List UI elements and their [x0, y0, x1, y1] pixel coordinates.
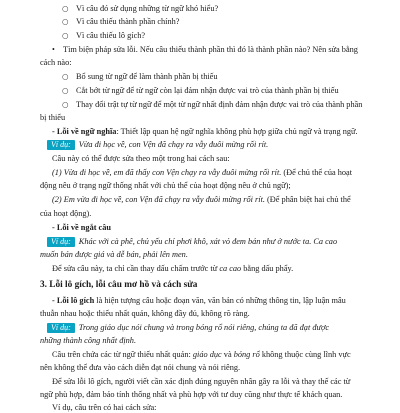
example-tag: Ví dụ:	[47, 237, 75, 247]
paragraph-line: Câu này có thể được sửa theo một trong hai cách sau:	[52, 154, 230, 163]
section-label: - Lỗi lô gích	[52, 296, 95, 305]
example-line	[47, 236, 376, 247]
paragraph-line: bị thiếu	[40, 113, 66, 122]
circle-bullet-icon: ○	[62, 31, 69, 40]
paragraph-line: những thành công nhất định.	[40, 336, 137, 345]
example-line	[47, 139, 376, 150]
paragraph-line: (2) Em vừa đi học về, con Vện đã chạy ra vẫy đuôi mừng rối rít. (Để phân biệt hai chủ thể	[52, 195, 351, 204]
circle-bullet-icon: ○	[62, 4, 69, 13]
paragraph-line: Để sửa lỗi lô gích, người viết cần xác định đúng nguyên nhân gây ra lỗi và thay thế các từ	[52, 377, 351, 386]
section-paragraph: - Lỗi lô gích là hiện tượng câu hoặc đoạn văn, văn bản có những thông tin, lập luận mâu	[52, 296, 346, 305]
circle-bullet-icon: ○	[62, 72, 69, 81]
list-item: ○ Vì câu đó sử dụng những từ ngữ khó hiểu?	[62, 4, 219, 13]
example-text: Trong giáo dục nói chung và trong bóng rổ nói riêng, chúng ta đã đạt được	[78, 323, 330, 332]
circle-bullet-icon: ○	[62, 100, 69, 109]
paragraph-line: ngữ phù hợp, đảm bảo tính thống nhất và phù hợp với tư duy cũng như thực tế khách quan.	[40, 390, 343, 399]
paragraph: • Tìm biện pháp sửa lỗi. Nếu câu thiếu thành phần thì đó là thành phần nào? Nên sửa bằng	[52, 45, 358, 54]
paragraph-line: Ví dụ, câu trên có hai cách sửa:	[52, 403, 157, 412]
example-line	[47, 322, 376, 333]
paragraph-line: nên không thể đưa vào cách diễn đạt nói chung và nói riêng.	[40, 363, 241, 372]
paragraph-line: thuẫn nhau hoặc thiếu nhất quán, không đầy đủ, không rõ ràng.	[40, 309, 250, 318]
circle-bullet-icon: ○	[62, 86, 69, 95]
example-tag: Ví dụ:	[47, 140, 75, 150]
list-item: ○ Thay đổi trật tự từ ngữ để một từ ngữ nhất định đảm nhận được vai trò của thành phần	[62, 100, 363, 109]
paragraph-line: muốn bán được giá và dễ bán, phải lên men.	[40, 250, 188, 259]
list-item: ○ Vì câu thiếu thành phần chính?	[62, 17, 180, 26]
paragraph-line: Để sửa câu này, ta chỉ cần thay dấu chấm trước từ ca cao bằng dấu phẩy.	[52, 264, 294, 273]
section-heading: - Lỗi về ngắt câu	[52, 223, 111, 232]
dot-bullet-icon: •	[52, 45, 55, 54]
heading-3: 3. Lỗi lô gích, lỗi câu mơ hồ và cách sửa	[40, 280, 198, 290]
example-text: Vừa đi học về, con Vện đã chạy ra vẫy đuôi mừng rối rít.	[78, 140, 269, 149]
example-tag: Ví dụ:	[47, 323, 75, 333]
example-text: Khác với cà phê, chủ yếu chỉ phơi khô, xát vỏ đem bán như ở nước ta. Ca cao	[78, 237, 338, 246]
list-item: ○ Bổ sung từ ngữ để làm thành phần bị thiếu	[62, 72, 218, 81]
paragraph-line: Câu trên chứa các từ ngữ thiếu nhất quán: giáo dục và bóng rổ không thuộc cùng lĩnh vực	[52, 350, 351, 359]
list-item: ○ Vì câu thiếu lô gích?	[62, 31, 146, 40]
list-item: ○ Cắt bớt từ ngữ để từ ngữ còn lại đảm nhận được vai trò của thành phần bị thiếu	[62, 86, 339, 95]
section-label: - Lỗi về ngữ nghĩa	[52, 127, 117, 136]
paragraph-line: động nêu ở trạng ngữ thống nhất với chủ thể của hoạt động nêu ở chủ ngữ);	[40, 181, 291, 190]
paragraph-line: của hoạt động).	[40, 209, 92, 218]
circle-bullet-icon: ○	[62, 17, 69, 26]
paragraph-line: (1) Vừa đi học về, em đã thấy con Vện chạy ra vẫy đuôi mừng rối rít. (Để chủ thể của hoạt	[52, 168, 353, 177]
paragraph-line: cách nào:	[40, 58, 72, 67]
section-paragraph: - Lỗi về ngữ nghĩa: Thiết lập quan hệ ngữ nghĩa không phù hợp giữa chủ ngữ và trạng ngữ.	[52, 127, 358, 136]
